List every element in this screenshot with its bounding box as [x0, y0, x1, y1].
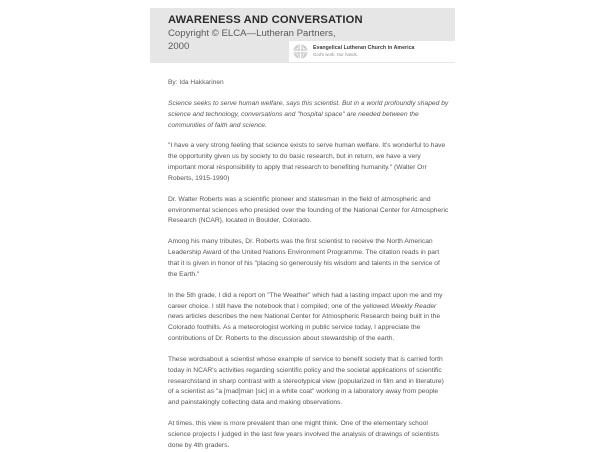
byline: By: Ida Hakkarinen [168, 79, 224, 86]
tributes-paragraph: Among his many tributes, Dr. Roberts was the first scientist to receive the North American Leadership Award of the United Nations Environment Programme. The citation reads in part that it is given in honor of his "placing so generously his wisdom and talents in the service of the Earth." [168, 238, 440, 278]
elca-logo-lockup [289, 41, 464, 62]
logo-organization-name: Evangelical Lutheran Church in America [313, 45, 415, 52]
copyright-line: Copyright © ELCA—Lutheran Partners, 2000 [168, 28, 336, 52]
quote-paragraph: "I have a very strong feeling that science exists to serve human welfare. It's wonderful to have the opportunity given us by society to do basic research, but in return, we have a very important moral responsibility to apply that research to benefiting humanity." (Walter Orr Roberts, 1915-1990) [168, 142, 446, 182]
weekly-reader-title: Weekly Reader [390, 302, 437, 310]
logo-tagline: God's work. Our hands. [313, 51, 358, 57]
intro-paragraph: Science seeks to serve human welfare, says this scientist. But in a world profoundly shaped by science and technology, conversations and "hospital space" are needed between the communities of faith and science. [168, 99, 449, 129]
stereotype-paragraph: These wordsabout a scientist whose example of service to benefit society that is carried forth today in NCAR's activities regarding scientific policy and the societal applications of scientific researchstand in sharp contrast with a stereotypical view (popularized in film and in literature) of a scientist as "a [mad]man [sic] in a white coat" working in a laboratory away from people and painstakingly collecting data and making observations. [168, 355, 444, 407]
fifth-grade-text-after: news articles describes the new National Center for Atmospheric Research being built in the Colorado foothills. As a meteorologist working in public service today, I appreciate the contributions of Dr. Roberts to the discussion about stewardship of the earth. [168, 313, 441, 343]
logo-wordmark [313, 46, 414, 57]
closing-paragraph: At times, this view is more prevalent than one might think. One of the elementary school science projects I judged in the last few years involved the analysis of drawings of scientists done by 4th graders. [168, 420, 439, 449]
page-title: AWARENESS AND CONVERSATION [168, 14, 363, 26]
elca-cross-globe-logo [293, 44, 308, 59]
fifth-grade-paragraph [168, 291, 450, 345]
article-body [168, 78, 450, 452]
fifth-grade-text-before: In the 5th grade, I did a report on "The Weather" which had a lasting impact upon me and my career choice. I still have the notebook that I compiled; one of the yellowed [168, 291, 443, 310]
biography-paragraph: Dr. Walter Roberts was a scientific pioneer and statesman in the field of atmospheric and environmental sciences who presided over the founding of the National Center for Atmospheric Research (NCAR), located in Boulder, Colorado. [168, 195, 449, 225]
